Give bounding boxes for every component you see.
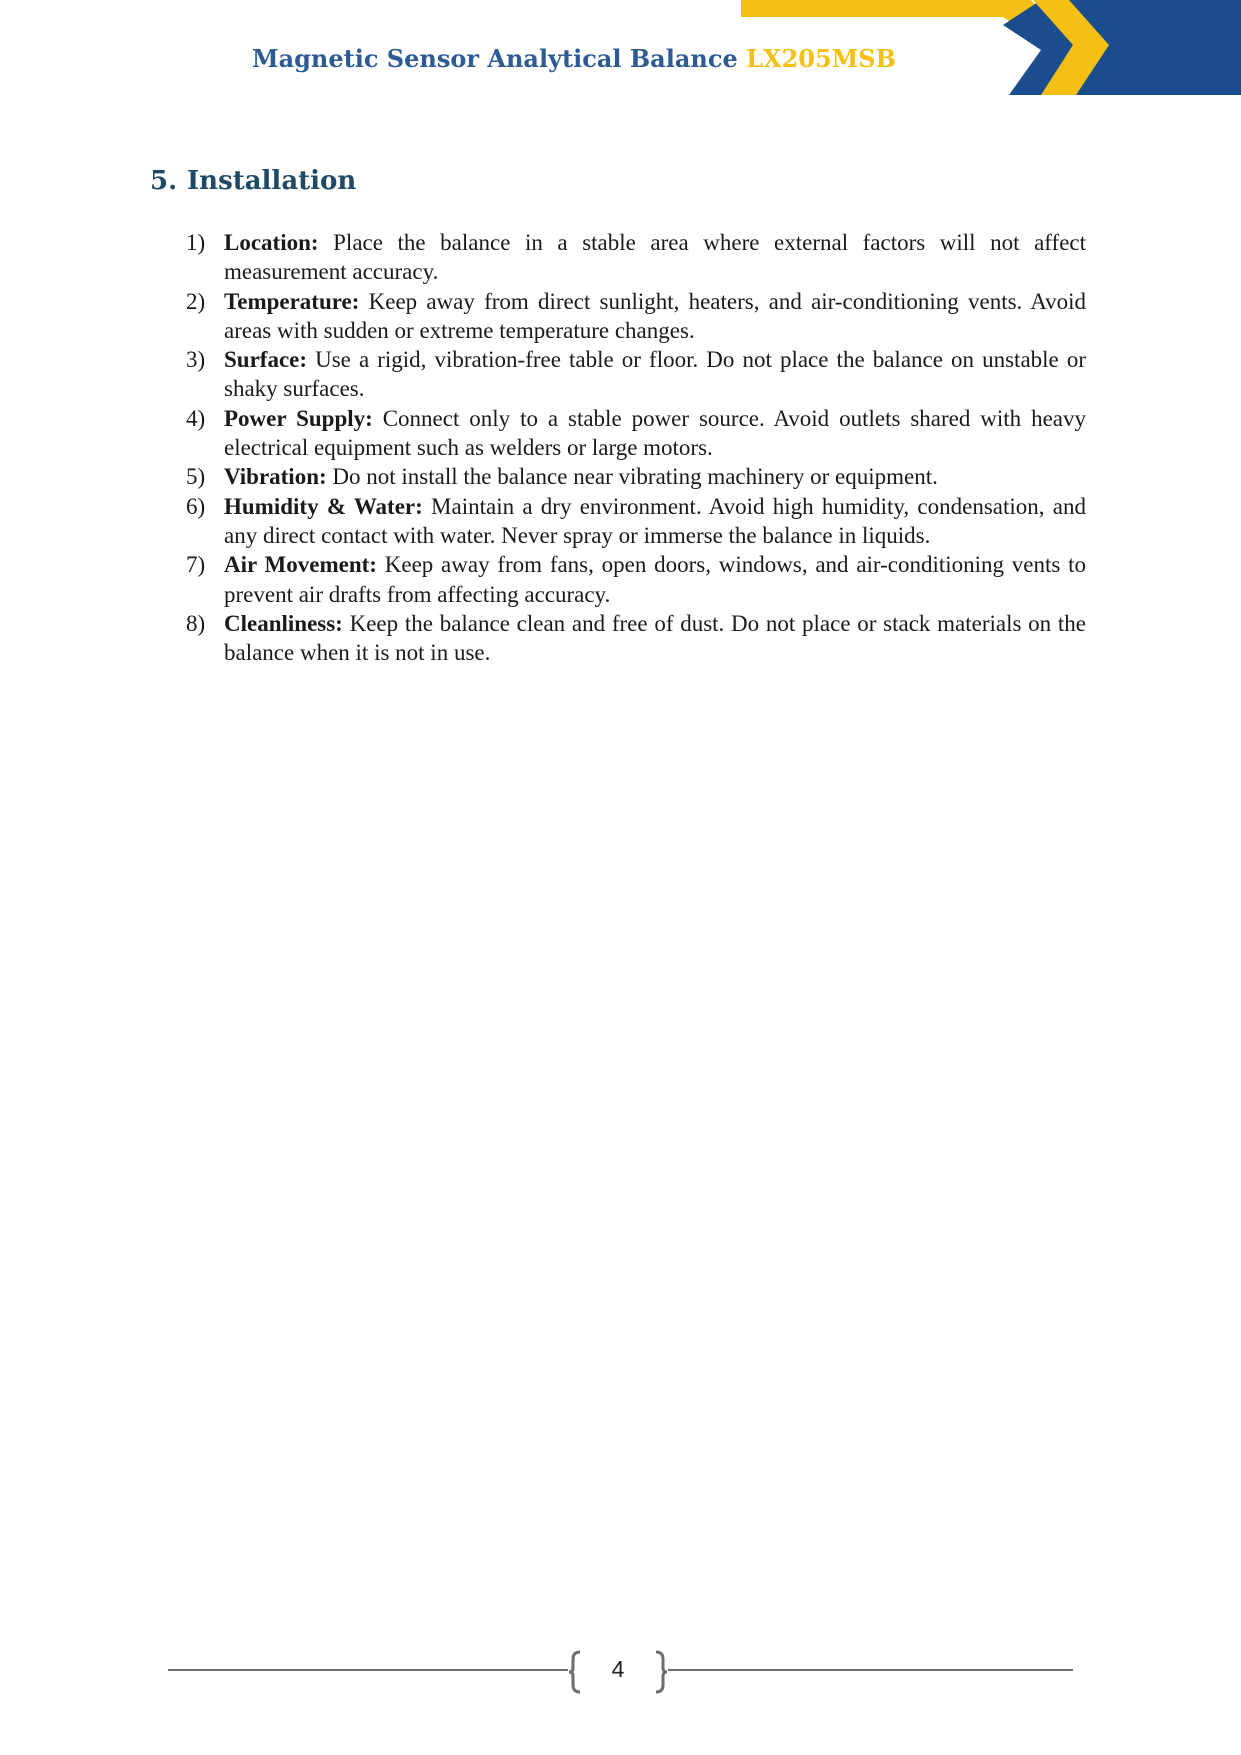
section-title: Installation (187, 166, 357, 196)
list-item-text: Do not install the balance near vibrating machinery or equipment. (332, 464, 938, 490)
list-item-text: Connect only to a stable power source. Avoid outlets shared with heavy electrical equipment such as welders or large motors. (224, 405, 1086, 461)
list-item (186, 345, 1086, 404)
page-bracket-left (568, 1650, 582, 1694)
section-heading (150, 166, 356, 196)
header-product-name: Magnetic Sensor Analytical Balance (252, 44, 738, 73)
list-item-term: Cleanliness: (224, 610, 343, 636)
list-item (186, 404, 1086, 463)
header-model-number: LX205MSB (746, 44, 896, 73)
footer-rule-left (168, 1669, 568, 1671)
list-item-term: Humidity & Water: (224, 493, 423, 519)
list-item-number: 8) (186, 610, 206, 636)
list-item-term: Power Supply: (224, 405, 373, 431)
list-item (186, 609, 1086, 668)
list-item-number: 3) (186, 347, 206, 373)
page-number: 4 (611, 1656, 625, 1682)
list-item-number: 5) (186, 464, 206, 490)
list-item-number: 7) (186, 552, 206, 578)
footer-rule-right (668, 1669, 1073, 1671)
list-item-number: 1) (186, 230, 206, 255)
list-item-term: Vibration: (224, 464, 327, 490)
list-item-text: Keep away from fans, open doors, windows, and air-conditioning vents to prevent air drafts from affecting accuracy. (224, 552, 1087, 607)
list-item-term: Surface: (224, 347, 308, 373)
list-item (186, 228, 1086, 287)
page-bracket-right (654, 1650, 668, 1694)
list-item (186, 550, 1086, 609)
header-blue-block (1003, 0, 1241, 95)
list-item-term: Air Movement: (224, 552, 377, 578)
list-item-number: 4) (186, 405, 206, 431)
list-item-number: 2) (186, 288, 206, 314)
list-item (186, 462, 1086, 491)
list-item-text: Place the balance in a stable area where external factors will not affect measurement accuracy. (224, 230, 1087, 285)
list-item-term: Location: (224, 230, 319, 255)
section-number: 5. (150, 166, 178, 196)
list-item-text: Keep away from direct sunlight, heaters, and air-conditioning vents. Avoid areas with sudden or extreme temperature changes. (224, 288, 1087, 343)
list-item (186, 492, 1086, 551)
list-item-term: Temperature: (224, 288, 360, 314)
document-header-title (252, 44, 896, 73)
list-item-text: Keep the balance clean and free of dust. Do not place or stack materials on the balance when it is not in use. (224, 610, 1087, 666)
list-item-text: Use a rigid, vibration-free table or floor. Do not place the balance on unstable or shaky surfaces. (224, 347, 1086, 402)
installation-list (186, 228, 1086, 667)
list-item-number: 6) (186, 493, 206, 519)
list-item-text: Maintain a dry environment. Avoid high humidity, condensation, and any direct contact with water. Never spray or immerse the balance in liquids. (224, 493, 1086, 548)
list-item (186, 287, 1086, 346)
